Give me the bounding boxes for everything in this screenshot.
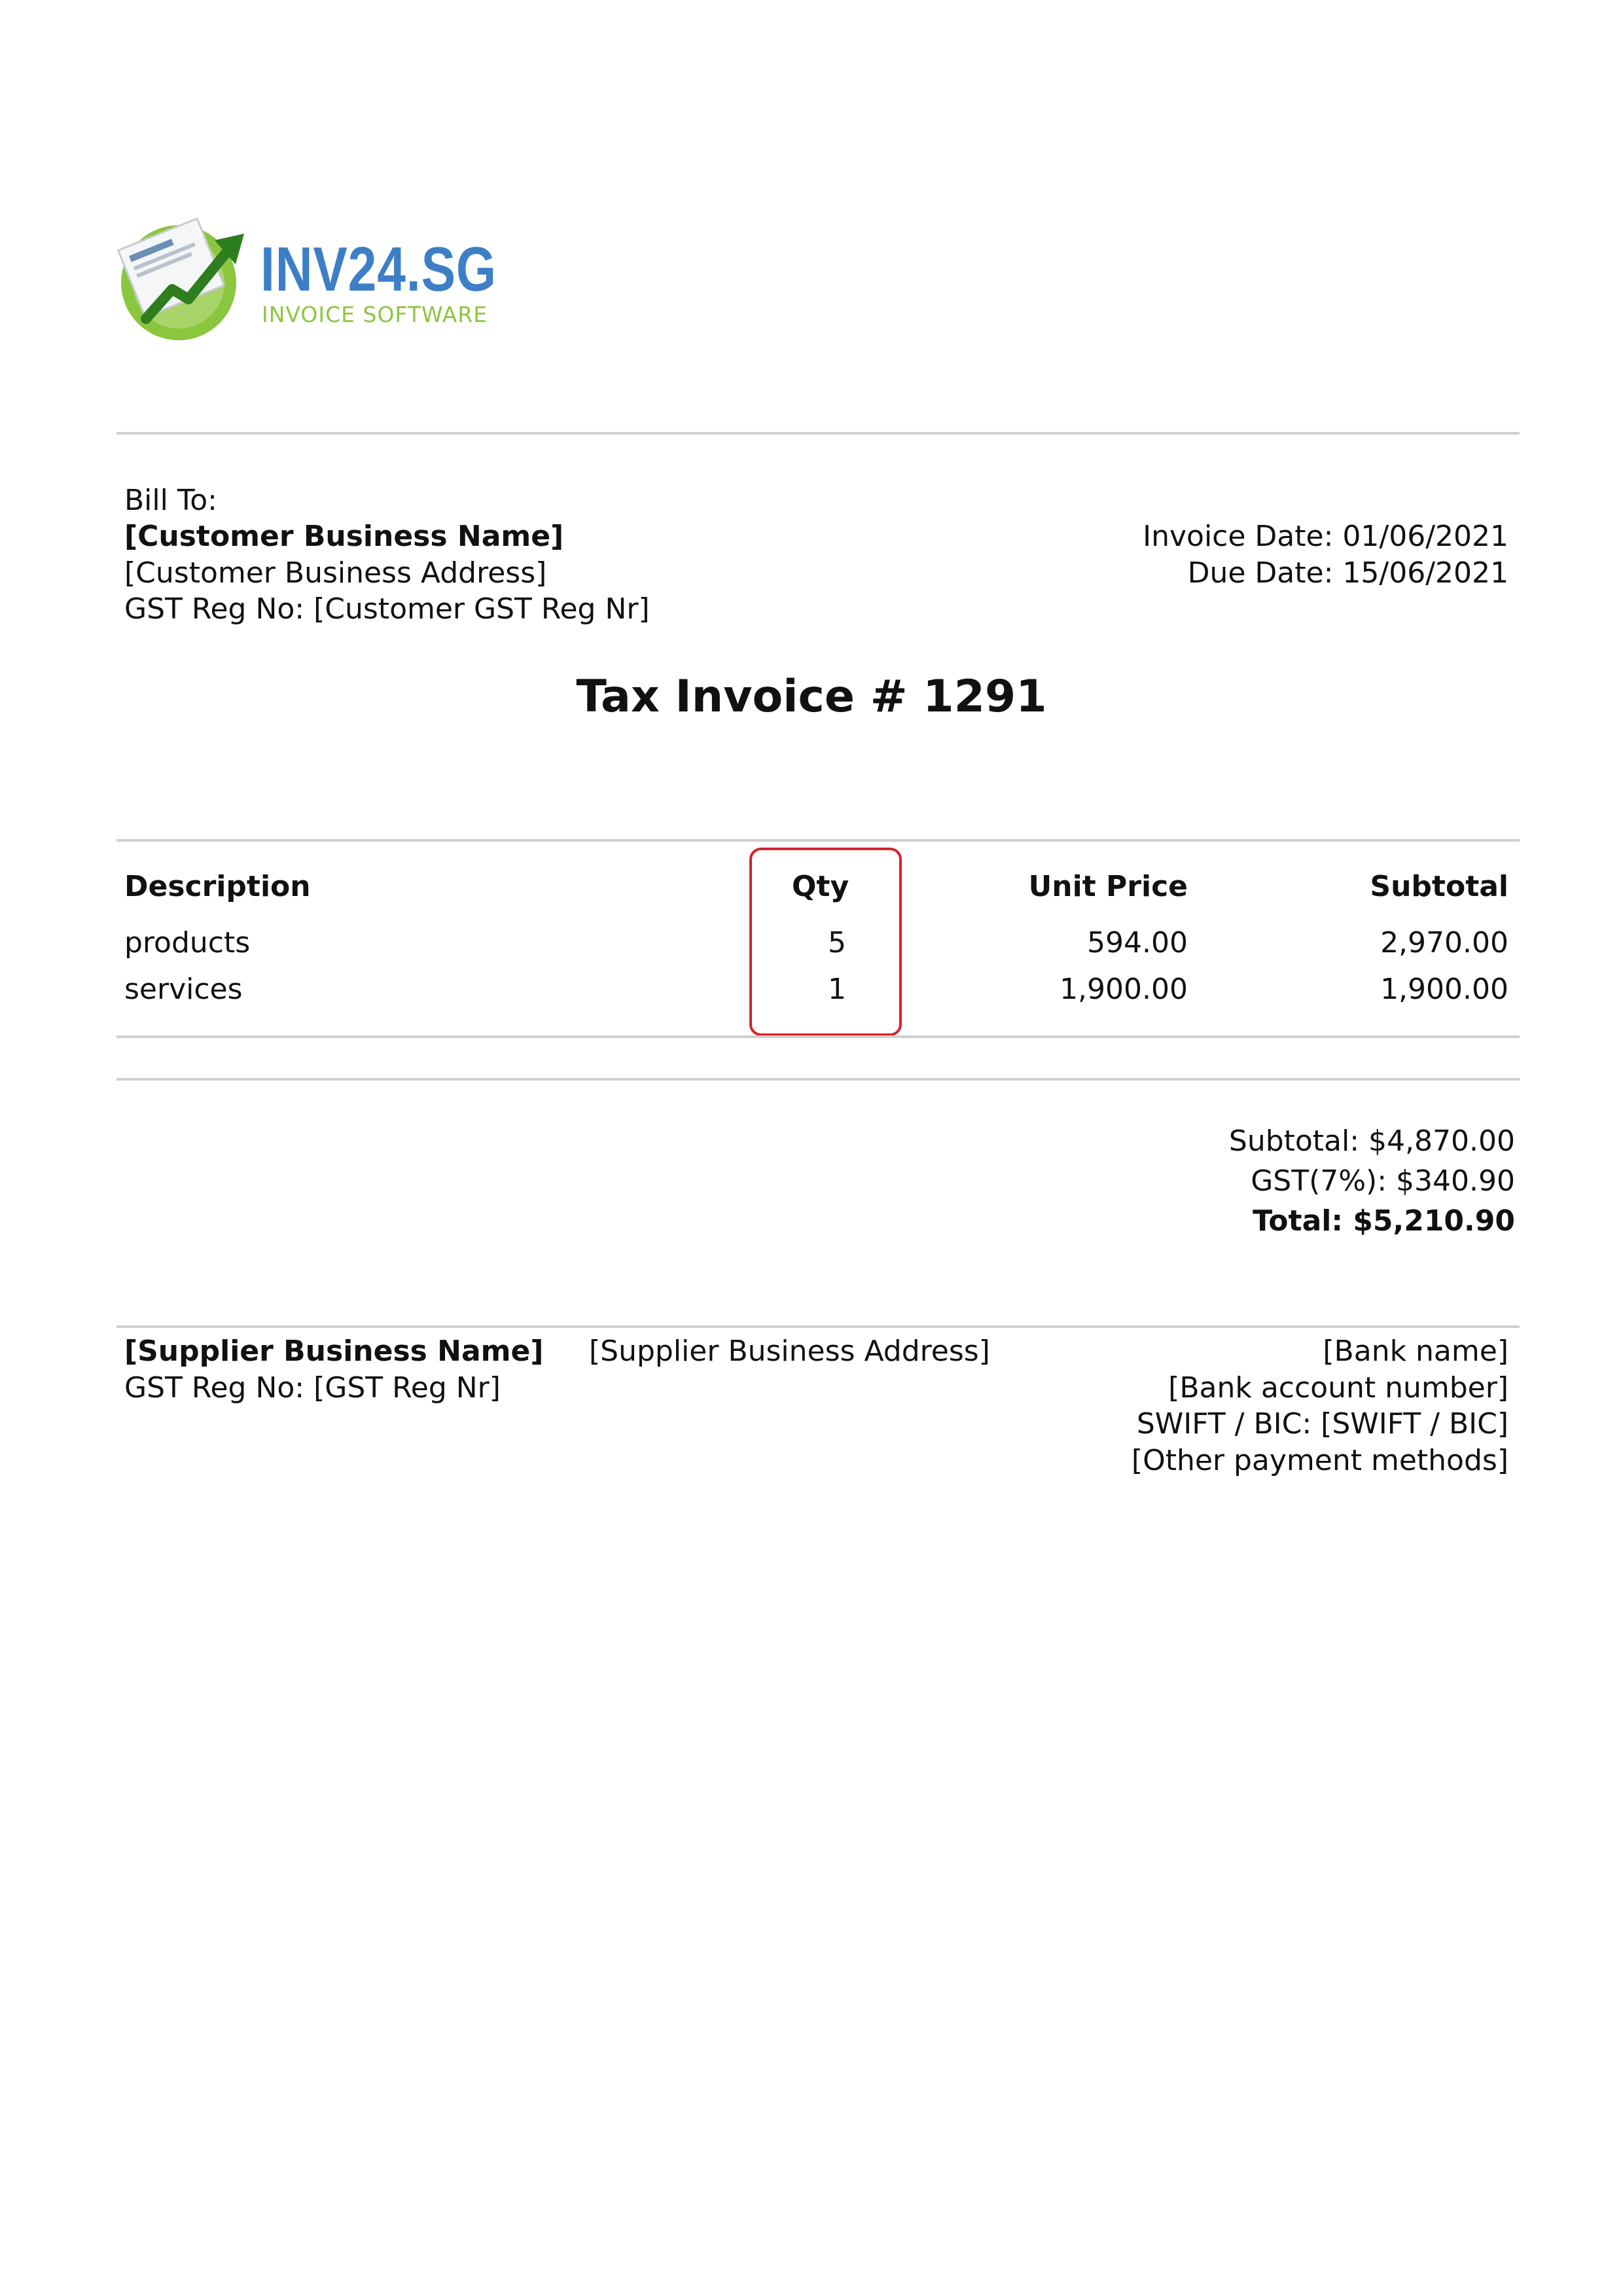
logo-brand-text: INV24.SG [260, 234, 497, 304]
supplier-gst-reg: GST Reg No: [GST Reg Nr] [124, 1371, 501, 1405]
bank-account-number: [Bank account number] [1168, 1371, 1508, 1405]
footer-divider [116, 1325, 1520, 1328]
header-qty: Qty [792, 870, 849, 903]
totals-total: Total: $5,210.90 [1253, 1204, 1515, 1238]
row-unit-price: 594.00 [1087, 926, 1188, 960]
table-top-divider [116, 839, 1520, 842]
row-subtotal: 1,900.00 [1380, 973, 1508, 1006]
totals-divider [116, 1078, 1520, 1081]
header-description: Description [124, 870, 311, 903]
customer-business-address: [Customer Business Address] [124, 556, 547, 590]
row-description: products [124, 926, 251, 960]
invoice-title: Tax Invoice # 1291 [576, 671, 1047, 723]
company-logo [116, 211, 509, 342]
row-qty: 1 [828, 973, 846, 1006]
qty-column-highlight [749, 848, 902, 1036]
table-bottom-divider [116, 1035, 1520, 1038]
supplier-business-name: [Supplier Business Name] [124, 1335, 544, 1368]
header-divider [116, 432, 1520, 435]
bank-name: [Bank name] [1323, 1335, 1508, 1368]
customer-business-name: [Customer Business Name] [124, 520, 564, 553]
swift-bic: SWIFT / BIC: [SWIFT / BIC] [1136, 1407, 1508, 1441]
row-subtotal: 2,970.00 [1380, 926, 1508, 960]
row-unit-price: 1,900.00 [1060, 973, 1188, 1006]
customer-gst-reg: GST Reg No: [Customer GST Reg Nr] [124, 592, 650, 626]
logo-tagline: INVOICE SOFTWARE [262, 302, 488, 327]
row-description: services [124, 973, 243, 1006]
invoice-date: Invoice Date: 01/06/2021 [1143, 520, 1508, 553]
due-date: Due Date: 15/06/2021 [1187, 556, 1508, 590]
header-unit-price: Unit Price [1028, 870, 1188, 903]
other-payment-methods: [Other payment methods] [1131, 1444, 1508, 1477]
totals-subtotal: Subtotal: $4,870.00 [1228, 1124, 1515, 1158]
supplier-business-address: [Supplier Business Address] [589, 1335, 990, 1368]
header-subtotal: Subtotal [1370, 870, 1508, 903]
row-qty: 5 [828, 926, 846, 960]
bill-to-label: Bill To: [124, 484, 217, 517]
totals-gst: GST(7%): $340.90 [1251, 1164, 1515, 1198]
logo-emblem-icon [116, 211, 254, 342]
